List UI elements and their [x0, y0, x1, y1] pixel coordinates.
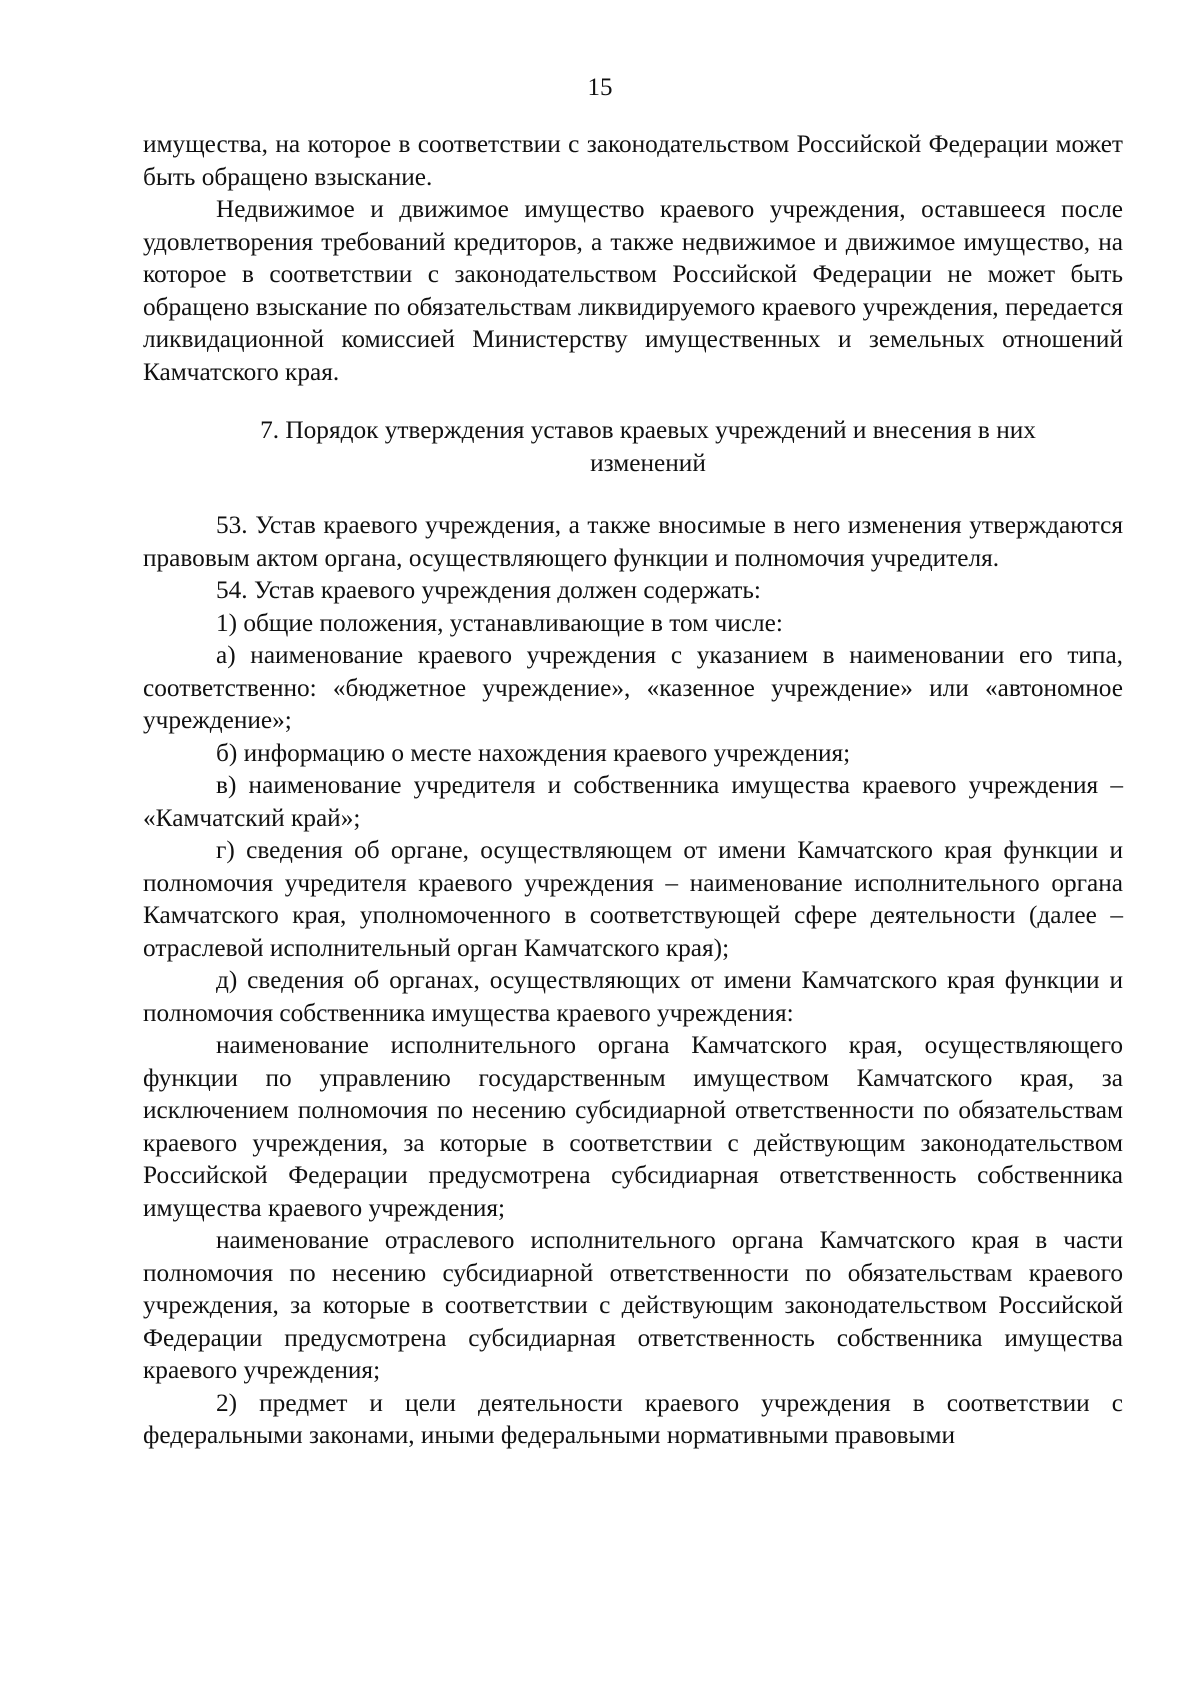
paragraph-53: 53. Устав краевого учреждения, а также вносимые в него изменения утверждаются правовым актом органа, осуществляющего функции и полномочия учредителя. [143, 511, 1123, 572]
paragraph-property-transfer: Недвижимое и движимое имущество краевого учреждения, оставшееся после удовлетворения требований кредиторов, а также недвижимое и движимое имущество, на которое в соответствии с законодательством Российской Федерации не может быть обращено взыскание по обязательствам ликвидируемого краевого учреждения, передается ликвидационной комиссией Министерству имущественных и земельных отношений Камчатского края. [143, 195, 1123, 386]
list-item-d: д) сведения об органах, осуществляющих от имени Камчатского края функции и полномочия собственника имущества краевого учреждения: [143, 966, 1123, 1027]
paragraph-54: 54. Устав краевого учреждения должен содержать: [216, 576, 761, 604]
list-item-a: а) наименование краевого учреждения с указанием в наименовании его типа, соответственно: «бюджетное учреждение», «казенное учреждение» или «автономное учреждение»; [143, 641, 1123, 734]
list-item-1: 1) общие положения, устанавливающие в том числе: [216, 608, 783, 637]
section-heading-line-1: 7. Порядок утверждения уставов краевых учреждений и внесения в них [260, 416, 1036, 444]
list-item-d-subitem-1: наименование исполнительного органа Камчатского края, осуществляющего функции по управлению государственным имуществом Камчатского края, за исключением полномочия по несению субсидиарной ответственности по обязательствам краевого учреждения, за которые в соответствии с действующим законодательством Российской Федерации предусмотрена субсидиарная ответственность собственника имущества краевого учреждения; [143, 1031, 1123, 1222]
page-number: 15 [587, 74, 613, 101]
list-item-d-subitem-2: наименование отраслевого исполнительного органа Камчатского края в части полномочия по несению субсидиарной ответственности по обязательствам краевого учреждения, за которые в соответствии с действующим законодательством Российской Федерации предусмотрена субсидиарная ответственность собственника имущества краевого учреждения; [143, 1226, 1123, 1384]
section-heading-line-2: изменений [590, 448, 706, 477]
document-body [143, 128, 1123, 1452]
list-item-g: г) сведения об органе, осуществляющем от имени Камчатского края функции и полномочия учредителя краевого учреждения – наименование исполнительного органа Камчатского края, уполномоченного в соответствующей сфере деятельности (далее – отраслевой исполнительный орган Камчатского края); [143, 836, 1123, 962]
section-heading [143, 414, 1123, 479]
paragraph-continuation: имущества, на которое в соответствии с законодательством Российской Федерации может быть обращено взыскание. [143, 130, 1123, 191]
list-item-b: б) информацию о месте нахождения краевого учреждения; [216, 738, 851, 767]
list-item-2: 2) предмет и цели деятельности краевого учреждения в соответствии с федеральными законами, иными федеральными нормативными правовыми [143, 1388, 1123, 1449]
list-item-v: в) наименование учредителя и собственника имущества краевого учреждения – «Камчатский край»; [143, 771, 1123, 832]
